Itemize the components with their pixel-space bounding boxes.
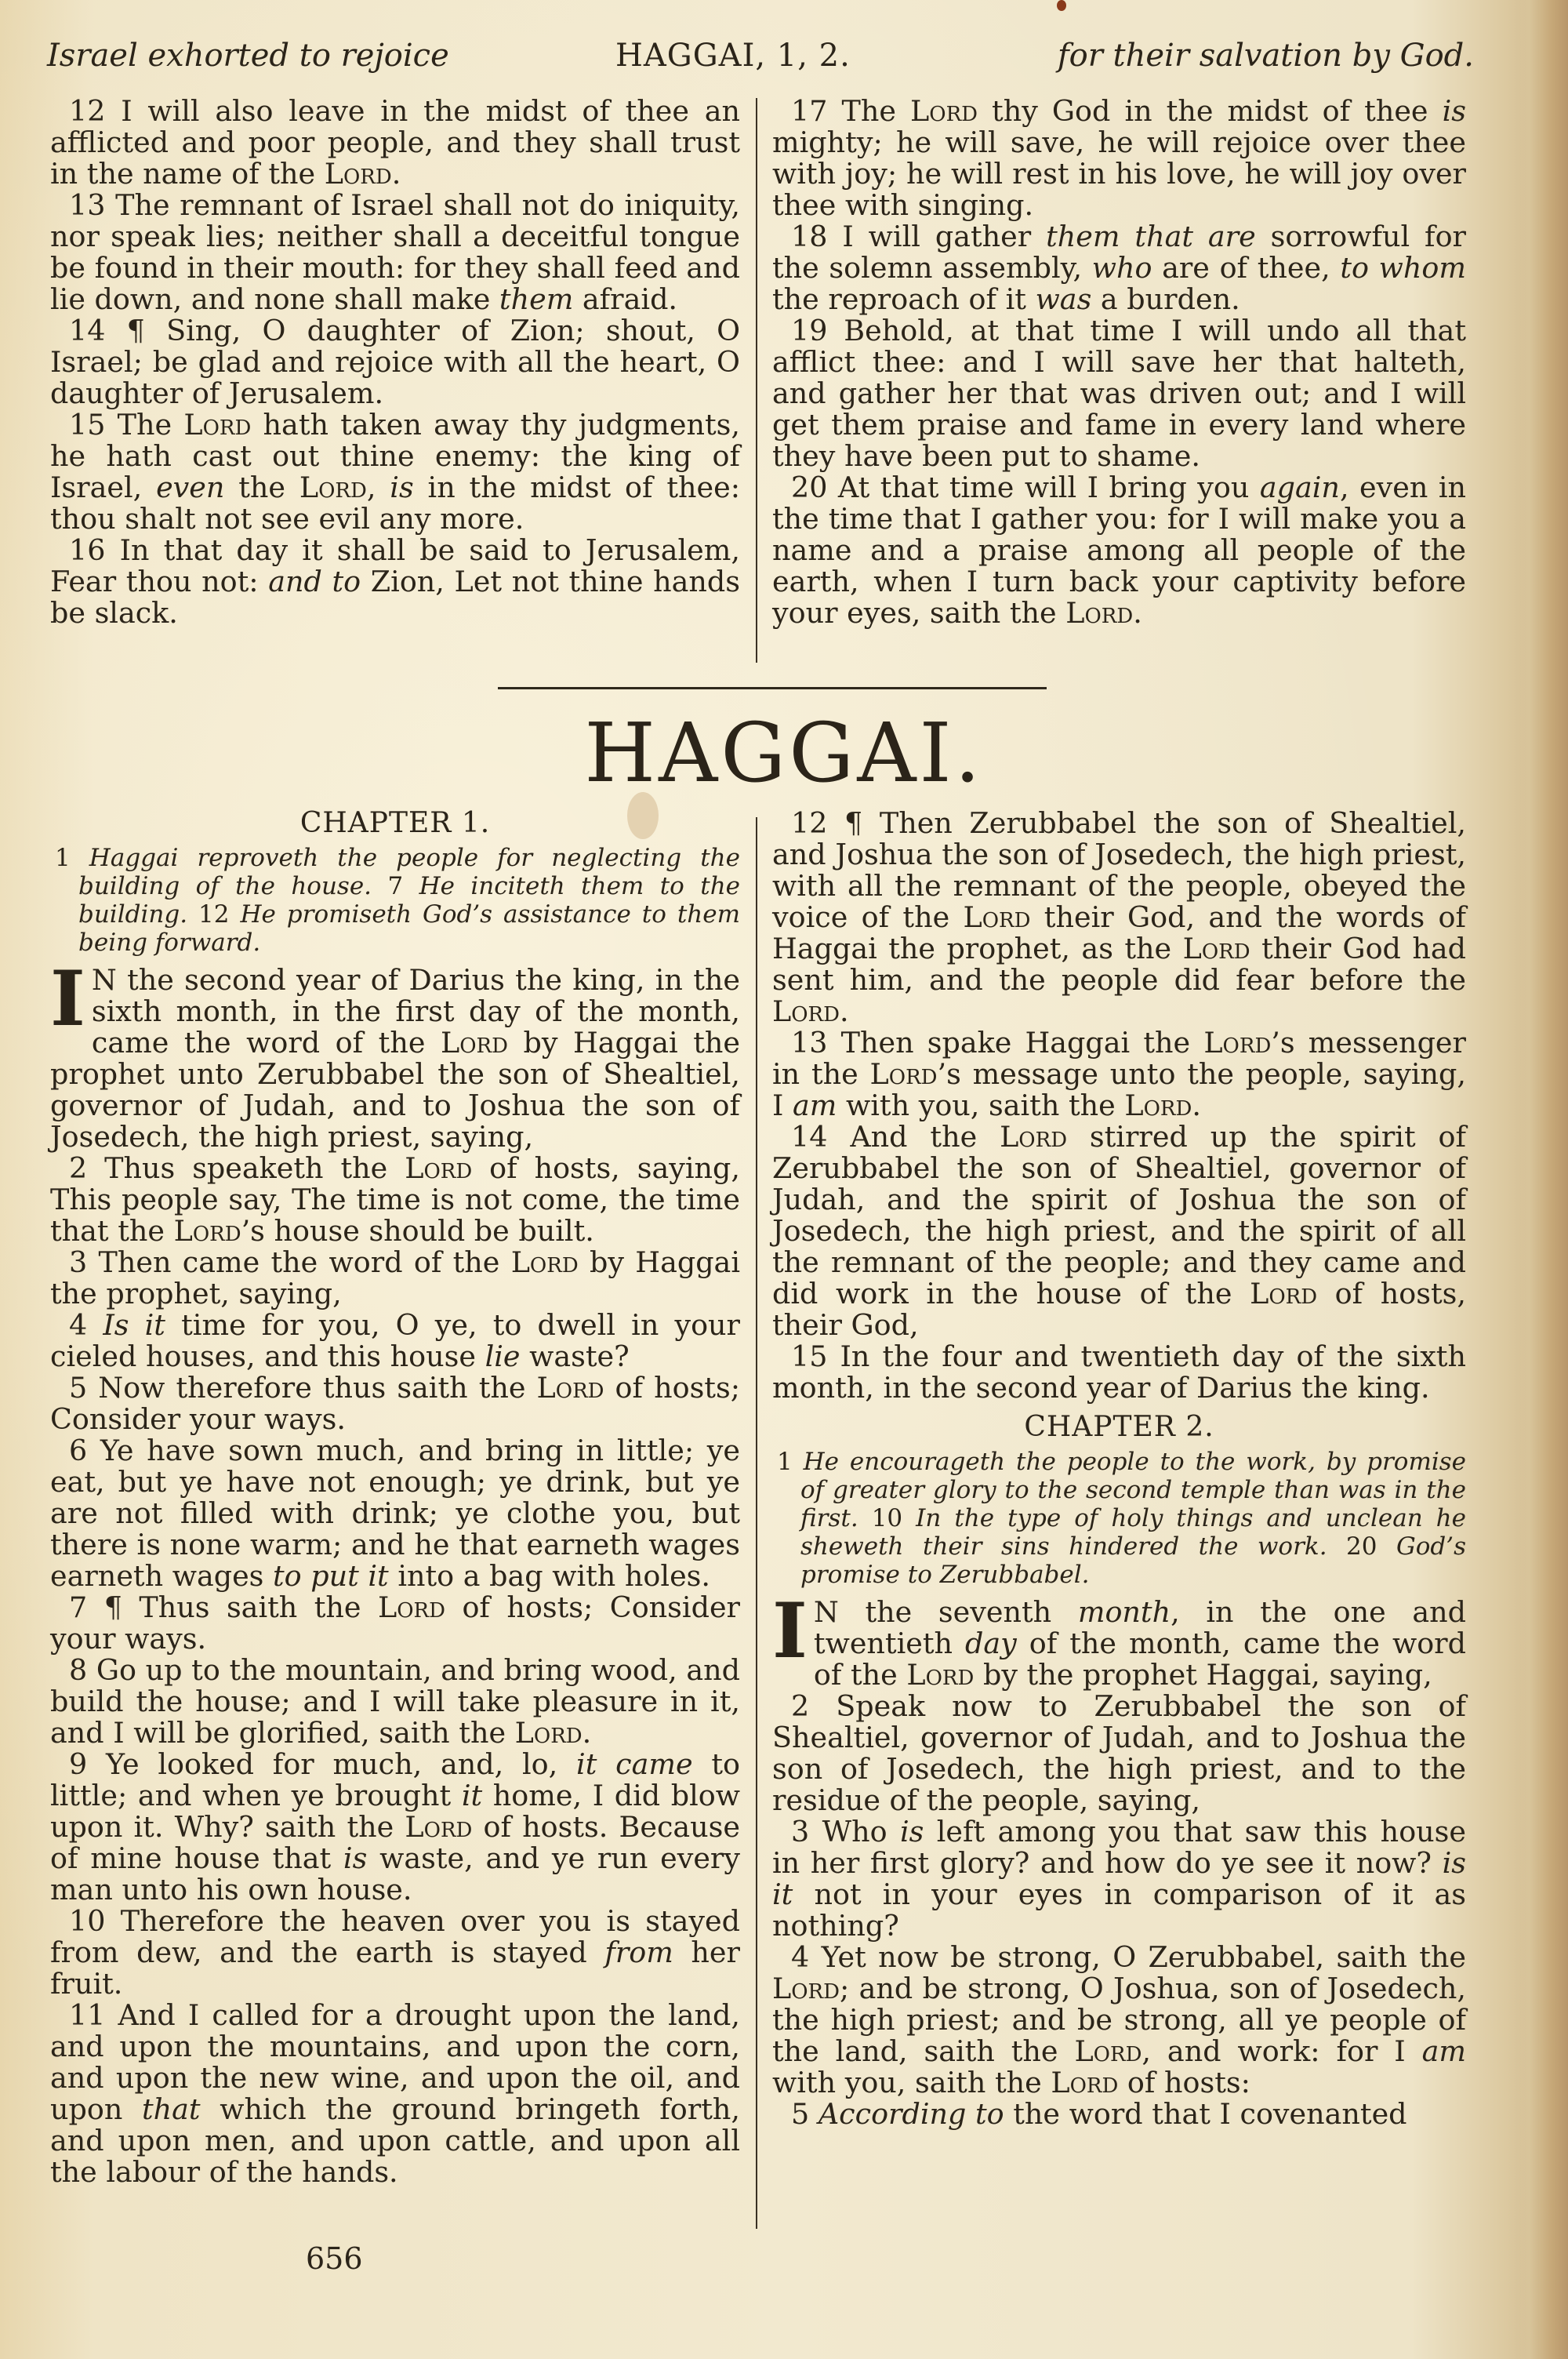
verse: 13 Then spake Haggai the Lord’s messenger in the Lord’s message unto the people, saying, I am with you, saith the Lord. bbox=[772, 1026, 1466, 1122]
chapter1-column bbox=[50, 808, 740, 2188]
running-head bbox=[47, 38, 1474, 85]
verse-number: 18 bbox=[791, 220, 843, 253]
chapter1-heading: CHAPTER 1. bbox=[299, 807, 491, 839]
verse-number: 14 bbox=[791, 1120, 851, 1154]
verse-number: 16 bbox=[69, 533, 120, 567]
verse-number: 13 bbox=[791, 1026, 841, 1060]
verse: 14 ¶ Sing, O daughter of Zion; shout, O Israel; be glad and rejoice with all the heart, O daughter of Jerusalem. bbox=[50, 314, 740, 410]
verse-number: 5 bbox=[791, 2097, 818, 2131]
verse-number: 11 bbox=[69, 1998, 118, 2032]
verse-number: 12 bbox=[69, 94, 122, 128]
verse: 6 Ye have sown much, and bring in little; ye eat, but ye have not enough; ye drink, but ye are not filled with drink; ye clothe you, but there is none warm; and he that earneth wages earneth wages to put it into a bag with holes. bbox=[50, 1434, 740, 1593]
page-edge bbox=[1513, 0, 1568, 2359]
verse-number: 15 bbox=[791, 1339, 840, 1373]
drop-cap: I bbox=[50, 954, 85, 1043]
verse: 19 Behold, at that time I will undo all that afflict thee: and I will save her that halteth, and gather her that was driven out; and I will get them praise and fame in every land where they have been put to shame. bbox=[772, 314, 1466, 473]
verse-number: 9 bbox=[69, 1747, 107, 1781]
verse-number: 14 ¶ bbox=[69, 314, 167, 347]
verse: 10 Therefore the heaven over you is stayed from dew, and the earth is stayed from her fruit. bbox=[50, 1904, 740, 2001]
verse: 18 I will gather them that are sorrowful for the solemn assembly, who are of thee, to whom the reproach of it was a burden. bbox=[772, 220, 1466, 316]
ink-spot bbox=[1057, 0, 1066, 11]
verse: 5 Now therefore thus saith the Lord of hosts; Consider your ways. bbox=[50, 1371, 740, 1436]
verse: 13 The remnant of Israel shall not do iniquity, nor speak lies; neither shall a deceitful tongue be found in their mouth: for they shall feed and lie down, and none shall make them afraid. bbox=[50, 188, 740, 316]
verse: 17 The Lord thy God in the midst of thee is mighty; he will save, he will rejoice over thee with joy; he will rest in his love, he will joy over thee with singing. bbox=[772, 94, 1466, 222]
verse: 4 Is it time for you, O ye, to dwell in your cieled houses, and this house lie waste? bbox=[50, 1308, 741, 1373]
top-left-column bbox=[50, 96, 740, 629]
verse: 3 Then came the word of the Lord by Haggai the prophet, saying, bbox=[50, 1245, 740, 1310]
verse-number: 10 bbox=[69, 1904, 121, 1938]
drop-cap: I bbox=[772, 1587, 808, 1675]
verse-number: 2 bbox=[69, 1151, 105, 1185]
verse: 4 Yet now be strong, O Zerubbabel, saith the Lord; and be strong, O Joshua, son of Josedech, the high priest; and be strong, all ye people of the land, saith the Lord, and work: for I am with you, saith the Lord of hosts: bbox=[772, 1940, 1466, 2099]
verse: I N the second year of Darius the king, in the sixth month, in the first day of the month, came the word of the Lord by Haggai the prophet unto Zerubbabel the son of Shealtiel, governor of Judah, and to Joshua the son of Josedech, the high priest, saying, bbox=[50, 954, 740, 1154]
verse: 11 And I called for a drought upon the land, and upon the mountains, and upon the corn, and upon the new wine, and upon the oil, and upon that which the ground bringeth forth, and upon men, and upon cattle, and upon all the labour of the hands. bbox=[50, 1998, 740, 2189]
verse: 14 And the Lord stirred up the spirit of Zerubbabel the son of Shealtiel, governor of Judah, and the spirit of Joshua the son of Josedech, the high priest, and the spirit of all the remnant of the people; and they came and did work in the house of the Lord of hosts, their God, bbox=[772, 1120, 1467, 1342]
verse-number: 6 bbox=[69, 1434, 100, 1467]
verse: 8 Go up to the mountain, and bring wood, and build the house; and I will take pleasure in it, and I will be glorified, saith the Lord. bbox=[50, 1653, 741, 1750]
running-head-right: for their salvation by God. bbox=[1057, 38, 1474, 74]
chapter2-heading: CHAPTER 2. bbox=[1024, 1411, 1214, 1443]
book-title: HAGGAI. bbox=[584, 705, 984, 801]
verse: 15 The Lord hath taken away thy judgments, he hath cast out thine enemy: the king of Israel, even the Lord, is in the midst of thee: thou shalt not see evil any more. bbox=[50, 408, 740, 536]
verse-number: 7 ¶ bbox=[69, 1590, 140, 1624]
column-divider-top bbox=[756, 98, 757, 663]
verse-number: 19 bbox=[791, 314, 844, 347]
verse: 7 ¶ Thus saith the Lord of hosts; Consider your ways. bbox=[50, 1590, 741, 1656]
verse: 20 At that time will I bring you again, even in the time that I gather you: for I will make you a name and a praise among all people of the earth, when I turn back your captivity before your eyes, saith the Lord. bbox=[772, 471, 1466, 630]
verse-number: 12 ¶ bbox=[791, 806, 880, 840]
page-number: 656 bbox=[306, 2241, 363, 2276]
summary-number: 1 bbox=[55, 844, 89, 872]
column-divider-bottom bbox=[756, 817, 757, 2229]
verse: 9 Ye looked for much, and, lo, it came to little; and when ye brought it home, I did blow upon it. Why? saith the Lord of hosts. Because of mine house that is waste, and ye run every man unto his own house. bbox=[50, 1747, 741, 1906]
verse-number: 5 bbox=[69, 1371, 99, 1405]
verse-number: 2 bbox=[791, 1689, 837, 1723]
verse: I N the seventh month, in the one and twentieth day of the month, came the word of the Lord by the prophet Haggai, saying, bbox=[772, 1587, 1466, 1692]
verse-number: 13 bbox=[69, 188, 116, 222]
verse: 15 In the four and twentieth day of the sixth month, in the second year of Darius the king. bbox=[772, 1339, 1466, 1405]
verse: 12 ¶ Then Zerubbabel the son of Shealtiel, and Joshua the son of Josedech, the high priest, with all the remnant of the people, obeyed the voice of the Lord their God, and the words of Haggai the prophet, as the Lord their God had sent him, and the people did fear before the Lord. bbox=[772, 806, 1467, 1028]
verse-number: 3 bbox=[791, 1815, 822, 1848]
verse-number: 8 bbox=[69, 1653, 96, 1687]
verse-number: 15 bbox=[69, 408, 118, 442]
top-right-column bbox=[772, 96, 1466, 629]
verse: 3 Who is left among you that saw this house in her first glory? and how do ye see it now? is it not in your eyes in comparison of it as nothing? bbox=[772, 1815, 1467, 1943]
verse-number: 17 bbox=[791, 94, 842, 128]
chapter1-summary: 1 Haggai reproveth the people for neglecting the building of the house. 7 He inciteth them to the building. 12 He promiseth God’s assistance to them being forward. bbox=[55, 844, 741, 957]
verse-number: 4 bbox=[791, 1940, 822, 1974]
chapter1-verses bbox=[50, 954, 741, 2189]
section-rule bbox=[498, 687, 1047, 689]
verse: 5 According to the word that I covenanted bbox=[791, 2097, 1407, 2131]
running-head-left: Israel exhorted to rejoice bbox=[47, 38, 449, 74]
verse-number: 20 bbox=[791, 471, 838, 504]
chapter1-verses-continued bbox=[772, 808, 1466, 1404]
chapter2-verses bbox=[772, 1587, 1467, 2131]
summary-number: 1 bbox=[777, 1448, 804, 1476]
verse: 12 I will also leave in the midst of thee an afflicted and poor people, and they shall trust in the name of the Lord. bbox=[50, 94, 740, 191]
verse: 2 Thus speaketh the Lord of hosts, saying, This people say, The time is not come, the time that the Lord’s house should be built. bbox=[50, 1151, 740, 1248]
running-head-center: HAGGAI, 1, 2. bbox=[615, 38, 851, 74]
verse-number: 3 bbox=[69, 1245, 99, 1279]
verse: 2 Speak now to Zerubbabel the son of Shealtiel, governor of Judah, and to Joshua the son of Josedech, the high priest, and to the residue of the people, saying, bbox=[772, 1689, 1466, 1817]
verse-number: 4 bbox=[69, 1308, 103, 1342]
verse: 16 In that day it shall be said to Jerusalem, Fear thou not: and to Zion, Let not thine hands be slack. bbox=[50, 533, 740, 630]
chapter2-summary: 1 He encourageth the people to the work, by promise of greater glory to the second temple than was in the first. 10 In the type of holy things and unclean he sheweth their sins hindered the work. 20 God’s promise to Zerubbabel. bbox=[777, 1448, 1467, 1589]
chapter1-continued-column bbox=[772, 808, 1466, 2130]
